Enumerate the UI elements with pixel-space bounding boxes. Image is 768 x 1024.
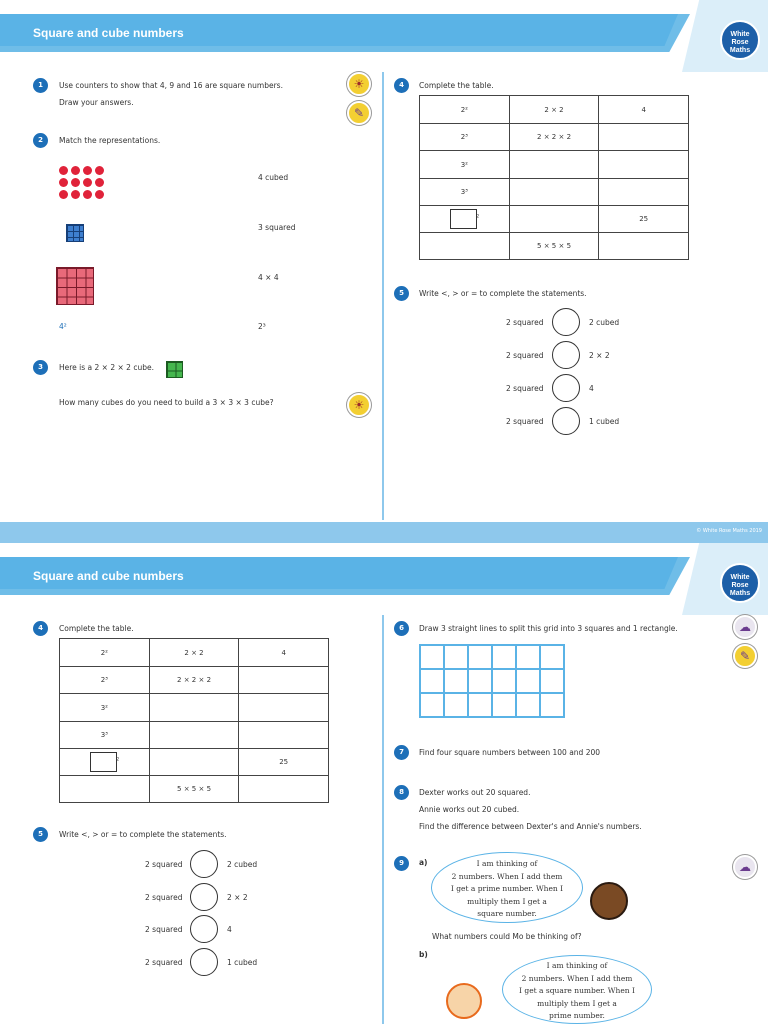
boy-character xyxy=(590,882,628,920)
question-number: 2 xyxy=(33,133,48,148)
match-label: 2³ xyxy=(258,322,266,331)
page-header xyxy=(0,14,690,52)
question-number: 7 xyxy=(394,745,409,760)
question-text: Find the difference between Dexter's and Annie's numbers. xyxy=(419,822,642,831)
answer-cell[interactable] xyxy=(60,776,150,803)
question-number: 3 xyxy=(33,360,48,375)
compare-circle[interactable] xyxy=(190,883,218,911)
match-label: 3 squared xyxy=(258,223,296,232)
worksheet-page-1: Square and cube numbers White Rose Maths 1 Use counters to show that 4, 9 and 16 are square numbers. Draw your answers. ☀ ✎ 2 Match the representations. 4² 4 cubed 3 squared 4 × 4 2³ 3 Here is a 2 × 2 × 2 cube. How many cubes do you need to build a 3 × 3 × 3 cube? ☀ 4 Complete the table. 2² 2 × 2 4 2³ 2 × 2 × 2 3² 3³ $^2$ 25 5 × 5 × 5 5 Write <, > or = to complete the statements. 2 squared 2 cubed 2 squared 2 × 2 2 squared 4 2 squared 1 cubed xyxy=(0,0,768,522)
question-text: Use counters to show that 4, 9 and 16 are square numbers. xyxy=(59,81,283,90)
white-rose-maths-logo: White Rose Maths xyxy=(720,563,760,603)
question-text: Complete the table. xyxy=(419,81,494,90)
question-text: What numbers could Mo be thinking of? xyxy=(432,932,582,941)
question-text: Here is a 2 × 2 × 2 cube. xyxy=(59,363,154,372)
match-label: 4 cubed xyxy=(258,173,289,182)
answer-cell[interactable] xyxy=(509,206,599,233)
compare-circle[interactable] xyxy=(552,407,580,435)
answer-cell[interactable] xyxy=(149,749,239,776)
compare-circle[interactable] xyxy=(552,374,580,402)
compare-circle[interactable] xyxy=(552,341,580,369)
question-number: 9 xyxy=(394,856,409,871)
page-title: Square and cube numbers xyxy=(33,26,184,40)
question-text: Write <, > or = to complete the statements. xyxy=(59,830,227,839)
compare-circle[interactable] xyxy=(190,948,218,976)
question-number: 8 xyxy=(394,785,409,800)
part-label: a) xyxy=(419,858,428,867)
girl-character xyxy=(446,983,482,1019)
question-text: Draw 3 straight lines to split this grid into 3 squares and 1 rectangle. xyxy=(419,624,678,633)
answer-box[interactable] xyxy=(450,209,477,229)
question-text: Match the representations. xyxy=(59,136,161,145)
question-number: 6 xyxy=(394,621,409,636)
question-text: How many cubes do you need to build a 3 × 3 × 3 cube? xyxy=(59,398,274,407)
power-label: 4² xyxy=(59,322,67,331)
answer-box[interactable] xyxy=(90,752,117,772)
answer-cell[interactable] xyxy=(239,722,329,749)
question-number: 4 xyxy=(33,621,48,636)
copyright-text: © White Rose Maths 2019 xyxy=(696,528,762,534)
answer-cell[interactable] xyxy=(599,151,689,179)
question-number: 5 xyxy=(33,827,48,842)
column-divider xyxy=(382,72,384,520)
powers-table: 2² 2 × 2 4 2³ 2 × 2 × 2 3² 3³ $^2$ 25 5 × 5 × 5 xyxy=(419,95,689,260)
counters-array xyxy=(59,166,104,199)
cloud-icon: ☁ xyxy=(733,615,757,639)
page-header xyxy=(0,557,690,595)
answer-cell[interactable] xyxy=(509,179,599,206)
powers-table: 2² 2 × 2 4 2³ 2 × 2 × 2 3² 3³ $^2$ 25 5 × 5 × 5 xyxy=(59,638,329,803)
answer-cell[interactable] xyxy=(239,667,329,694)
compare-circle[interactable] xyxy=(190,850,218,878)
answer-cell[interactable] xyxy=(239,776,329,803)
question-text: Complete the table. xyxy=(59,624,134,633)
lightbulb-icon: ☀ xyxy=(347,393,371,417)
match-label: 4 × 4 xyxy=(258,273,279,282)
drawing-grid[interactable] xyxy=(419,644,565,718)
question-number: 5 xyxy=(394,286,409,301)
pink-cube xyxy=(56,267,94,305)
answer-cell[interactable] xyxy=(599,124,689,151)
pencil-icon: ✎ xyxy=(347,101,371,125)
answer-cell[interactable] xyxy=(420,233,510,260)
column-divider xyxy=(382,615,384,1024)
question-text: Dexter works out 20 squared. xyxy=(419,788,531,797)
page-title: Square and cube numbers xyxy=(33,569,184,583)
answer-cell[interactable] xyxy=(149,694,239,722)
blue-cube xyxy=(66,224,84,242)
green-cube xyxy=(166,361,183,378)
question-text: Find four square numbers between 100 and 200 xyxy=(419,748,601,757)
answer-cell[interactable] xyxy=(149,722,239,749)
page-footer-bar xyxy=(0,522,768,543)
answer-cell[interactable] xyxy=(239,694,329,722)
lightbulb-icon: ☀ xyxy=(347,72,371,96)
speech-bubble: I am thinking of 2 numbers. When I add them I get a prime number. When I multiply them I get a square number. xyxy=(431,852,583,923)
cloud-icon: ☁ xyxy=(733,855,757,879)
white-rose-maths-logo: White Rose Maths xyxy=(720,20,760,60)
question-number: 1 xyxy=(33,78,48,93)
answer-cell[interactable] xyxy=(599,179,689,206)
question-text: Draw your answers. xyxy=(59,98,134,107)
answer-cell[interactable] xyxy=(599,233,689,260)
question-number: 4 xyxy=(394,78,409,93)
question-text: Annie works out 20 cubed. xyxy=(419,805,520,814)
pencil-icon: ✎ xyxy=(733,644,757,668)
question-text: Write <, > or = to complete the statements. xyxy=(419,289,587,298)
compare-circle[interactable] xyxy=(190,915,218,943)
worksheet-page-2: Square and cube numbers White Rose Maths 4 Complete the table. 2² 2 × 2 4 2³ 2 × 2 × 2 3² 3³ $^2$ 25 5 × 5 × 5 5 Write <, > or = to complete the statements. 2 squared 2 cubed 2 squared 2 × 2 2 squared 4 2 squared 1 cubed 6 Draw 3 straight lines to split this grid into 3 squares and 1 rectangle. ☁ ✎ 7 Find four square numbers between 100 and 200 8 Dexter works out 20 squared. Annie works out 20 cubed. Find the difference between Dexter's and Annie's numbers. 9 a) ☁ I am thinking of 2 numbers. When I add them I get a prime number. When I multiply them I get a square number. What numbers could Mo be thinking of? b) I am thinking of 2 numbers. When I add them I get a square number. When I multiply them I get a prime number. xyxy=(0,543,768,1024)
part-label: b) xyxy=(419,950,428,959)
speech-bubble: I am thinking of 2 numbers. When I add them I get a square number. When I multiply them I get a prime number. xyxy=(502,955,652,1024)
answer-cell[interactable] xyxy=(509,151,599,179)
compare-circle[interactable] xyxy=(552,308,580,336)
